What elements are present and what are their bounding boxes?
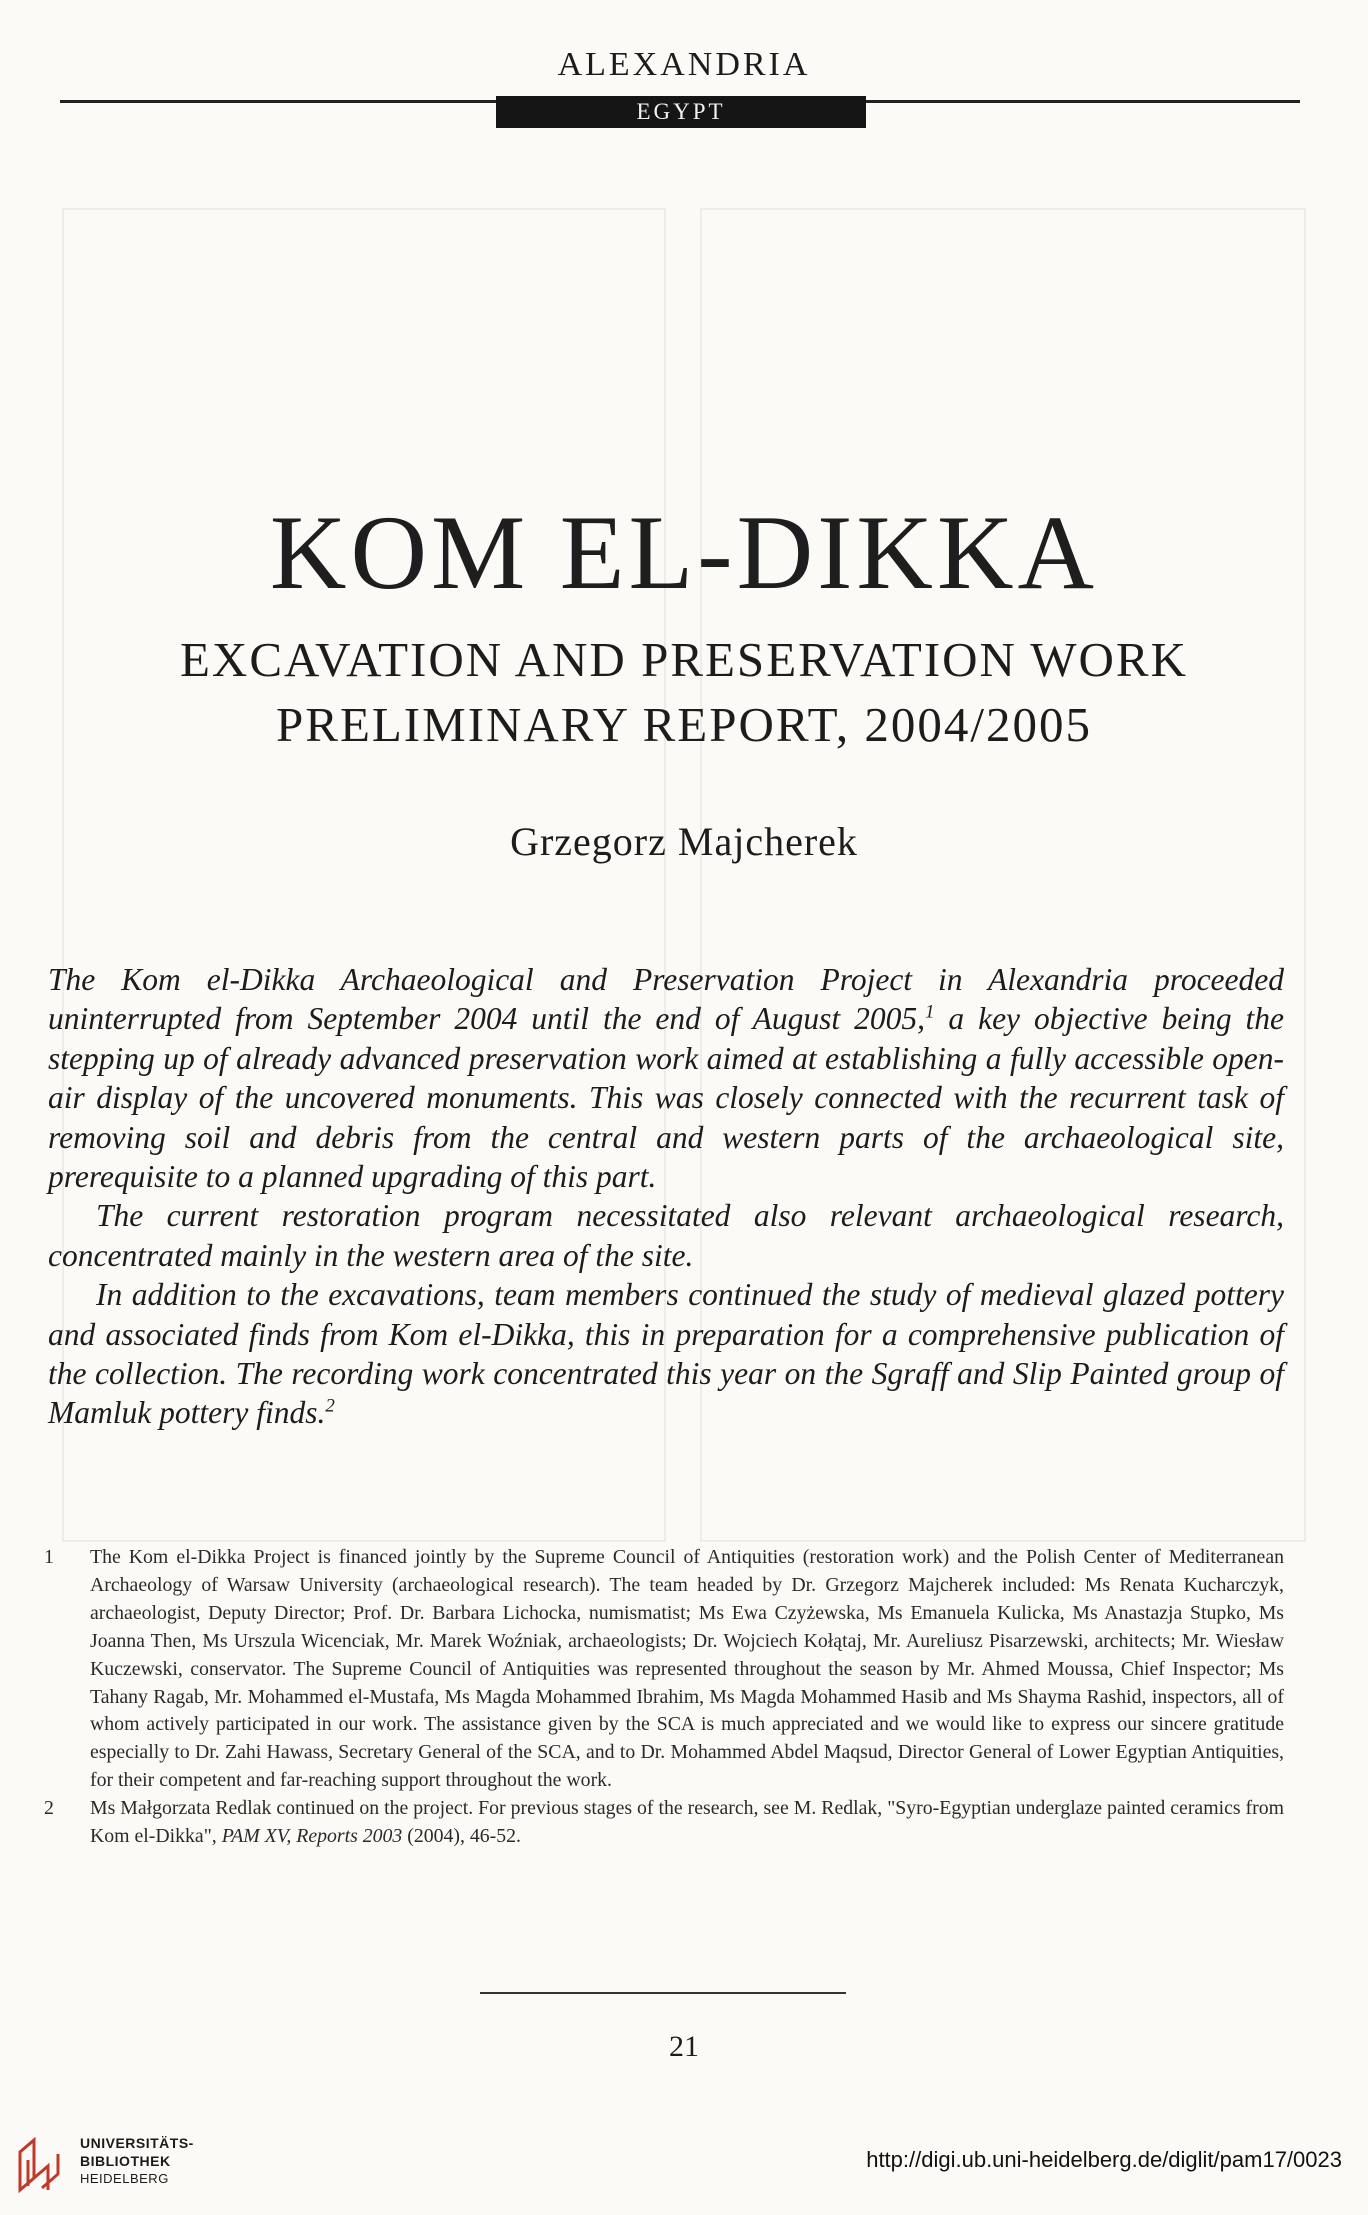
abstract-paragraph-1 — [48, 960, 1284, 1196]
footnote-ref-2[interactable]: 2 — [325, 1395, 335, 1417]
running-header-title: ALEXANDRIA — [557, 46, 811, 83]
article-author: Grzegorz Majcherek — [510, 819, 858, 864]
article-title: KOM EL-DIKKA — [269, 494, 1099, 611]
abstract-p3-text: In addition to the excavations, team members continued the study of medieval glazed pottery and associated finds from Kom el-Dikka, this in preparation for a comprehensive publication of the collection. The recording work concentrated this year on the Sgraff and Slip Painted group of Mamluk pottery finds. — [48, 1277, 1284, 1431]
abstract-paragraph-3 — [48, 1275, 1284, 1433]
library-name-line2: BIBLIOTHEK — [80, 2153, 171, 2169]
abstract-paragraph-2: The current restoration program necessitated also relevant archaeological research, concentrated mainly in the western area of the site. — [48, 1198, 1284, 1273]
footnote-number: 1 — [44, 1546, 54, 1568]
footnote-number: 2 — [44, 1797, 54, 1820]
page-number-rule — [480, 1992, 846, 1994]
abstract-p1-text: The Kom el-Dikka Archaeological and Preservation Project in Alexandria proceeded uninterrupted from September 2004 until the end of August 2005, — [48, 962, 1284, 1037]
library-name-line1: UNIVERSITÄTS- — [80, 2135, 194, 2151]
page-number: 21 — [669, 2030, 699, 2063]
library-name-line3: HEIDELBERG — [80, 2171, 169, 2186]
abstract-p1-continuation: a key objective being the stepping up of already advanced preservation work aimed at establishing a fully accessible open-air display of the uncovered monuments. This was closely connected with the recurrent task of removing soil and debris from the central and western parts of the archaeological site, prerequisite to a planned upgrading of this part. — [48, 1001, 1285, 1195]
footnote-citation: PAM XV, Reports 2003 — [221, 1825, 403, 1848]
library-emblem-icon — [14, 2130, 68, 2196]
source-url-link[interactable]: http://digi.ub.uni-heidelberg.de/diglit/pam17/0023 — [866, 2147, 1342, 2172]
footnotes — [40, 1544, 1284, 1851]
abstract — [48, 960, 1284, 1433]
library-name — [80, 2134, 194, 2188]
footnote-2 — [40, 1795, 1284, 1851]
footnote-text: The Kom el-Dikka Project is financed jointly by the Supreme Council of Antiquities (restoration work) and the Polish Center of Mediterranean Archaeology of Warsaw University (archaeological research). The team headed by Dr. Grzegorz Majcherek included: Ms Renata Kucharczyk, archaeologist, Deputy Director; Prof. Dr. Barbara Lichocka, numismatist; Ms Ewa Czyżewska, Ms Emanuela Kulicka, Ms Anastazja Stupko, Ms Joanna Then, Ms Urszula Wicenciak, Mr. Marek Woźniak, archaeologists; Dr. Wojciech Kołątaj, Mr. Aureliusz Pisarzewski, architects; Mr. Wiesław Kuczewski, conservator. The Supreme Council of Antiquities was represented throughout the season by Mr. Ahmed Moussa, Chief Inspector; Ms Tahany Ragab, Mr. Mohammed el-Mustafa, Ms Magda Mohammed Ibrahim, Ms Magda Mohammed Hasib and Ms Shayma Rashid, inspectors, all of whom actively participated in our work. The assistance given by the SCA is much appreciated and we would like to express our sincere gratitude especially to Dr. Zahi Hawass, Secretary General of the SCA, and to Dr. Mohammed Abdel Maqsud, Director General of Lower Egyptian Antiquities, for their competent and far-reaching support throughout the work. — [90, 1546, 1284, 1792]
footnote-ref-1[interactable]: 1 — [925, 1001, 935, 1023]
footnote-1 — [40, 1544, 1284, 1795]
footnote-text: Ms Małgorzata Redlak continued on the project. For previous stages of the research, see M. Redlak, "Syro-Egyptian underglaze painted ceramics from Kom el-Dikka", — [90, 1797, 1284, 1848]
article-subtitle-line2: PRELIMINARY REPORT, 2004/2005 — [276, 697, 1092, 752]
article-subtitle-line1: EXCAVATION AND PRESERVATION WORK — [180, 632, 1188, 687]
country-badge: EGYPT — [496, 96, 866, 128]
footnote-text-end: (2004), 46-52. — [402, 1825, 521, 1848]
library-logo[interactable] — [14, 2130, 274, 2202]
